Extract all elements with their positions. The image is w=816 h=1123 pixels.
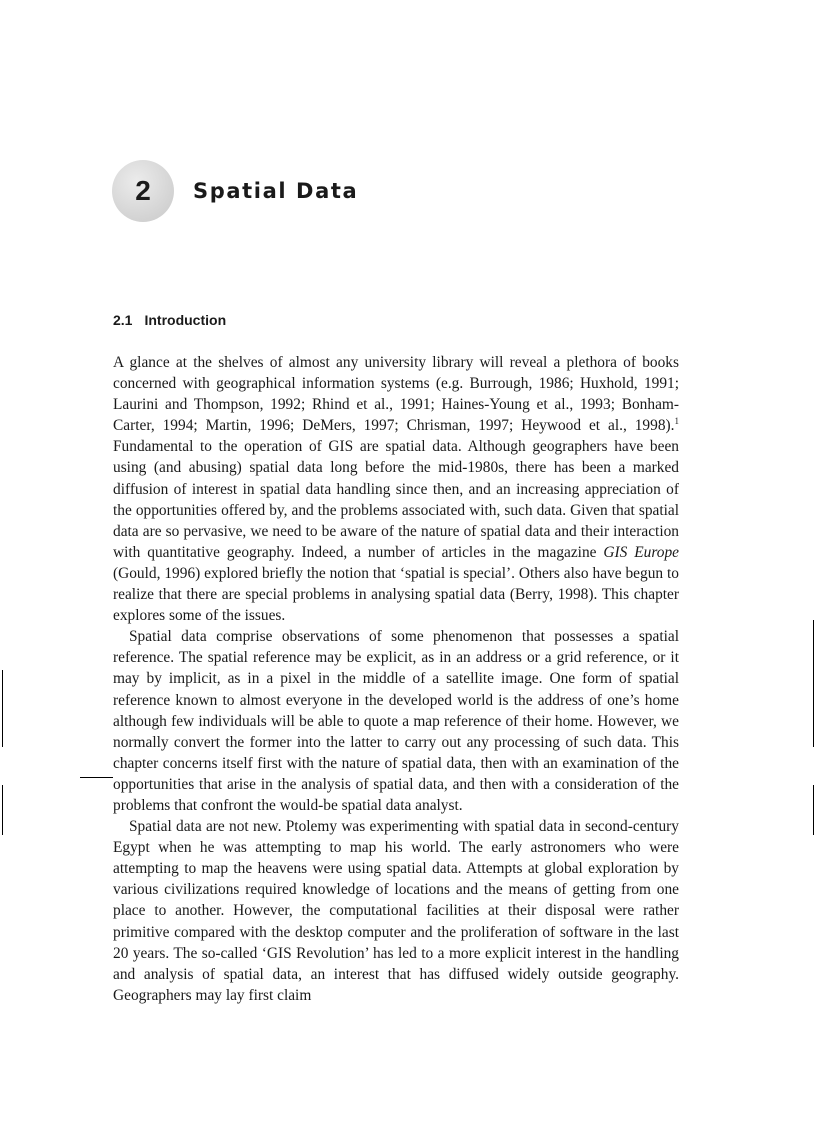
section-title: Introduction — [144, 312, 227, 328]
paragraph-1 — [113, 352, 679, 626]
section-heading — [113, 312, 226, 328]
magazine-title: GIS Europe — [603, 543, 679, 561]
chapter-number-badge — [112, 160, 174, 222]
paragraph-1-text-a: A glance at the shelves of almost any university library will reveal a plethora of books concerned with geographical information systems (e.g. Burrough, 1986; Huxhold, 1991; Laurini and Thompson, 1992; Rhind et al., 1991; Haines-Young et al., 1993; Bonham-Carter, 1994; Martin, 1996; DeMers, 1997; Chrisman, 1997; Heywood et al., 1998). — [113, 354, 679, 435]
section-number: 2.1 — [113, 312, 133, 328]
paragraph-1-text-b: Fundamental to the operation of GIS are spatial data. Although geographers have been using (and abusing) spatial data long before the mid-1980s, there has been a marked diffusion of interest in spatial data handling since then, and an increasing appreciation of the opportunities offered by, and the problems associated with, such data. Given that spatial data are so pervasive, we need to be aware of the nature of spatial data and their interaction with quantitative geography. Indeed, a number of articles in the magazine — [113, 438, 679, 561]
crop-mark-left-top — [2, 670, 3, 747]
crop-mark-left-bottom — [2, 785, 3, 835]
crop-mark-right-top — [813, 620, 814, 747]
paragraph-1-text-c: (Gould, 1996) explored briefly the notion that ‘spatial is special’. Others also have begun to realize that there are special problems in analysing spatial data (Berry, 1998). This chapter explores some of the issues. — [113, 564, 679, 625]
paragraph-3: Spatial data are not new. Ptolemy was experimenting with spatial data in second-century Egypt when he was attempting to map his world. The early astronomers who were attempting to map the heavens were using spatial data. Attempts at global exploration by various civilizations required knowledge of locations and the means of getting from one place to another. However, the computational facilities at their disposal were rather primitive compared with the desktop computer and the proliferation of software in the last 20 years. The so-called ‘GIS Revolution’ has led to a more explicit interest in the handling and analysis of spatial data, an interest that has diffused widely outside geography. Geographers may lay first claim — [113, 818, 679, 1004]
footnote-marker: 1 — [674, 416, 679, 427]
paragraph-2: Spatial data comprise observations of some phenomenon that possesses a spatial reference. The spatial reference may be explicit, as in an address or a grid reference, or it may by implicit, as in a pixel in the middle of a satellite image. One form of spatial reference known to almost everyone in the developed world is the address of one’s home although few individuals will be able to quote a map reference of their home. However, we normally convert the former into the latter to carry out any processing of such data. This chapter concerns itself first with the nature of spatial data, then with an examination of the opportunities that arise in the analysis of spatial data, and then with a consideration of the problems that confront the would-be spatial data analyst. — [113, 628, 679, 814]
chapter-title: Spatial Data — [193, 179, 359, 203]
crop-mark-right-bottom — [813, 785, 814, 835]
body-text — [113, 352, 679, 1006]
crop-mark-left-horizontal — [80, 777, 113, 778]
chapter-number: 2 — [135, 175, 151, 206]
